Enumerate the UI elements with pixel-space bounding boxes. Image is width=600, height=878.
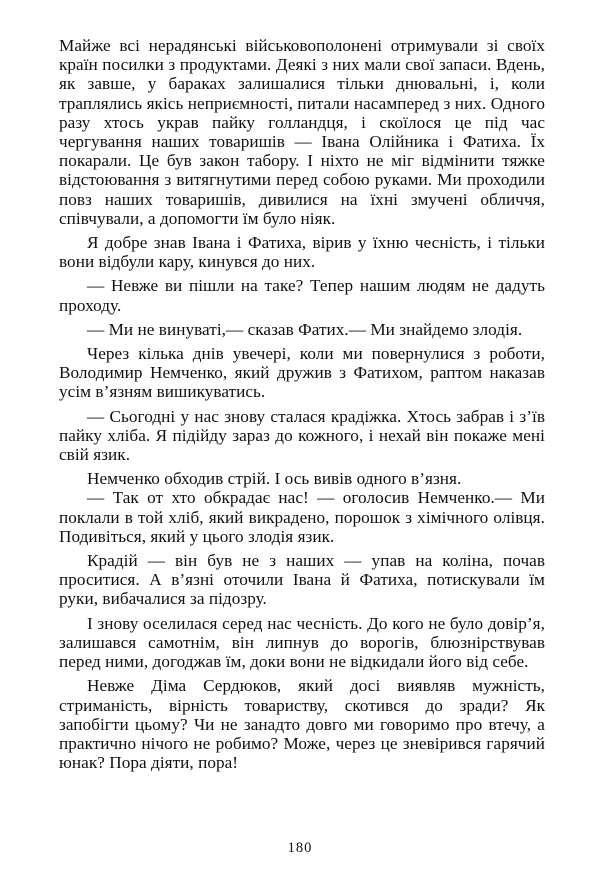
page-body bbox=[59, 36, 545, 772]
paragraph: Через кілька днів увечері, коли ми повернулися з роботи, Володимир Немченко, який дружив з Фатихом, раптом наказав усім в’язням вишикуватись. bbox=[59, 344, 545, 402]
paragraph: І знову оселилася серед нас чесність. До кого не було довір’я, залишався самотнім, він липнув до ворогів, блюзнірствував перед ними, догоджав їм, доки вони не відкидали його від себе. bbox=[59, 613, 545, 672]
paragraph: Невже Діма Сердюков, який досі виявляв мужність, стриманість, вірність товариству, скотився до зради? Як запобігти цьому? Чи не занадто довго ми говоримо про втечу, а практично нічого не робимо? Може, через це зневірився гарячий юнак? Пора діяти, пора! bbox=[59, 676, 545, 773]
paragraph: Немченко обходив стрій. І ось вивів одного в’язня. bbox=[87, 469, 462, 489]
paragraph: Майже всі нерадянські військовополонені отримували зі своїх країн посилки з продуктами. Деякі з них мали свої запаси. Вдень, як завше, у бараках залишалися тільки днювальні, і, коли траплялись якісь неприємності, питали насамперед з них. Одного разу хтось украв пайку голландця, і скоїлося це під час чергування наших товаришів — Івана Олійника і Фатиха. Їх покарали. Це був закон табору. І ніхто не міг відмінити тяжке відстоювання з витягнутими перед собою руками. Ми проходили повз наших товаришів, дивилися на їхні змучені обличчя, співчували, а допомогти їм було ніяк. bbox=[59, 36, 545, 228]
page-number: 180 bbox=[287, 840, 313, 856]
paragraph: Крадій — він був не з наших — упав на коліна, почав проситися. А в’язні оточили Івана й Фатиха, потискували їм руки, вибачалися за підозру. bbox=[59, 551, 545, 609]
paragraph: — Ми не винуваті,— сказав Фатих.— Ми знайдемо злодія. bbox=[87, 319, 523, 339]
paragraph: — Сьогодні у нас знову сталася крадіжка. Хтось забрав і з’їв пайку хліба. Я підійду зараз до кожного, і нехай він покаже мені свій язик. bbox=[59, 406, 545, 465]
paragraph: — Невже ви пішли на таке? Тепер нашим людям не дадуть проходу. bbox=[59, 276, 545, 315]
paragraph: — Так от хто обкрадає нас! — оголосив Немченко.— Ми поклали в той хліб, який викрадено, порошок з хімічного олівця. Подивіться, який у цього злодія язик. bbox=[59, 488, 545, 546]
paragraph: Я добре знав Івана і Фатиха, вірив у їхню чесність, і тільки вони відбули кару, кинувся до них. bbox=[59, 233, 545, 272]
